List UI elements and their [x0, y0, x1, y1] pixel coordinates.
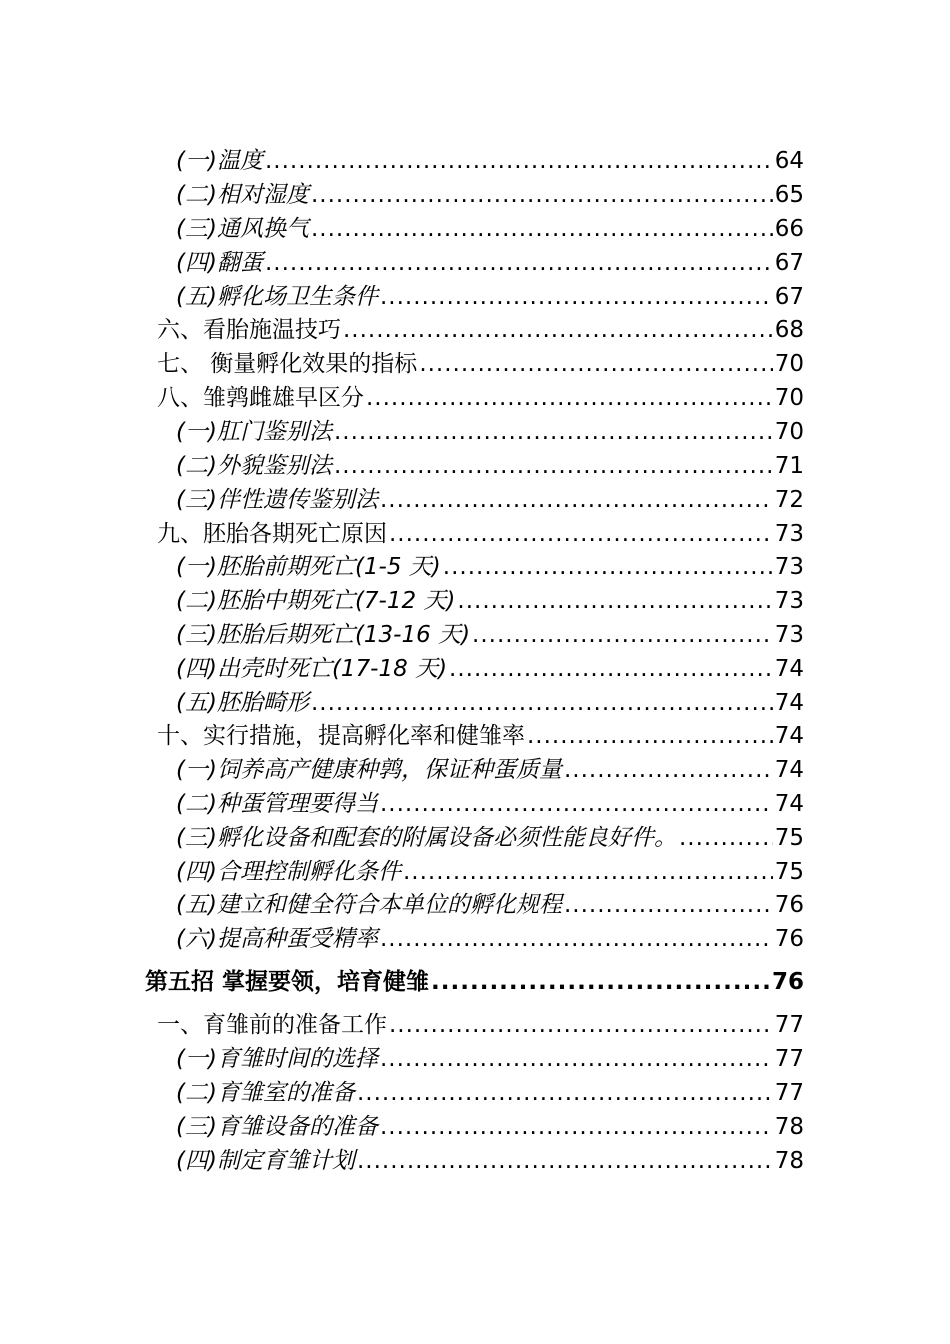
toc-entry-title: (一)温度	[176, 148, 263, 174]
toc-entry	[176, 451, 804, 481]
toc-entry	[157, 383, 804, 413]
toc-leader-dots	[564, 890, 773, 920]
toc-leader-dots	[389, 519, 773, 549]
toc-entry-page: 74	[774, 656, 804, 682]
toc-entry-page: 71	[774, 453, 804, 479]
toc-entry	[176, 1044, 804, 1074]
toc-leader-dots	[334, 451, 773, 481]
toc-entry-title: 一、育雏前的准备工作	[157, 1012, 387, 1038]
toc-entry-page: 70	[774, 419, 804, 445]
toc-entry-title: (四)合理控制孵化条件	[176, 859, 401, 885]
toc-entry-page: 77	[774, 1012, 804, 1038]
toc-entry	[157, 349, 804, 379]
toc-entry-page: 77	[774, 1046, 804, 1072]
toc-entry-page: 67	[774, 250, 804, 276]
toc-entry-page: 75	[774, 859, 804, 885]
toc-leader-dots	[472, 620, 773, 650]
toc-entry-title: 九、胚胎各期死亡原因	[157, 521, 387, 547]
toc-leader-dots	[443, 552, 773, 582]
toc-entry-page: 73	[774, 622, 804, 648]
toc-entry-title: (三)伴性遗传鉴别法	[176, 487, 378, 513]
toc-entry-title: (二)育雏室的准备	[176, 1080, 355, 1106]
toc-entry	[176, 1112, 804, 1142]
toc-leader-dots	[311, 688, 773, 718]
toc-entry-page: 73	[774, 521, 804, 547]
toc-leader-dots	[380, 789, 773, 819]
toc-entry	[176, 890, 804, 920]
toc-entry	[157, 721, 804, 751]
toc-leader-dots	[311, 180, 773, 210]
toc-entry-title: (一)肛门鉴别法	[176, 419, 332, 445]
toc-entry-title: (二)胚胎中期死亡(7-12 天)	[176, 588, 456, 614]
toc-entry-page: 68	[774, 317, 804, 343]
toc-entry	[176, 620, 804, 650]
toc-entry	[176, 180, 804, 210]
toc-leader-dots	[389, 1010, 773, 1040]
toc-entry-title: (五)胚胎畸形	[176, 690, 309, 716]
toc-leader-dots	[527, 721, 773, 751]
toc-chapter-entry	[145, 967, 804, 997]
toc-entry	[176, 214, 804, 244]
toc-entry-title: (四)制定育雏计划	[176, 1148, 355, 1174]
toc-entry-title: (三)孵化设备和配套的附属设备必须性能良好件。	[176, 825, 677, 851]
toc-entry-title: (三)胚胎后期死亡(13-16 天)	[176, 622, 471, 648]
toc-leader-dots	[380, 1112, 773, 1142]
toc-leader-dots	[357, 1146, 773, 1176]
toc-entry-page: 78	[774, 1114, 804, 1140]
toc-entry	[176, 586, 804, 616]
toc-entry-title: 第五招 掌握要领，培育健雏	[145, 969, 430, 995]
toc-entry	[176, 857, 804, 887]
toc-entry-page: 77	[774, 1080, 804, 1106]
toc-leader-dots	[431, 967, 770, 997]
toc-entry-title: (三)育雏设备的准备	[176, 1114, 378, 1140]
toc-entry-title: (二)种蛋管理要得当	[176, 791, 378, 817]
toc-entry	[176, 146, 804, 176]
toc-leader-dots	[265, 248, 773, 278]
toc-entry-title: (二)相对湿度	[176, 182, 309, 208]
toc-entry	[176, 654, 804, 684]
toc-entry	[176, 282, 804, 312]
toc-leader-dots	[343, 315, 773, 345]
toc-entry-page: 64	[774, 148, 804, 174]
toc-entry-page: 74	[774, 791, 804, 817]
toc-entry-title: (一)育雏时间的选择	[176, 1046, 378, 1072]
toc-entry	[176, 1146, 804, 1176]
toc-entry-title: (一)胚胎前期死亡(1-5 天)	[176, 554, 441, 580]
toc-leader-dots	[380, 282, 773, 312]
toc-entry-page: 73	[774, 554, 804, 580]
toc-leader-dots	[334, 417, 773, 447]
toc-entry-page: 65	[774, 182, 804, 208]
toc-entry-title: (五)建立和健全符合本单位的孵化规程	[176, 892, 562, 918]
toc-entry-title: 十、实行措施，提高孵化率和健雏率	[157, 723, 525, 749]
toc-entry-title: (五)孵化场卫生条件	[176, 284, 378, 310]
toc-entry-page: 74	[774, 690, 804, 716]
toc-entry	[176, 924, 804, 954]
toc-leader-dots	[380, 1044, 773, 1074]
toc-leader-dots	[366, 383, 773, 413]
toc-entry-title: 七、 衡量孵化效果的指标	[157, 351, 418, 377]
toc-entry	[176, 823, 804, 853]
toc-leader-dots	[679, 823, 773, 853]
toc-entry	[176, 688, 804, 718]
toc-entry-page: 70	[774, 385, 804, 411]
toc-entry-title: (三)通风换气	[176, 216, 309, 242]
toc-entry-page: 67	[774, 284, 804, 310]
toc-leader-dots	[449, 654, 773, 684]
toc-entry-page: 70	[774, 351, 804, 377]
toc-entry-title: (一)饲养高产健康种鹑，保证种蛋质量	[176, 757, 562, 783]
toc-leader-dots	[403, 857, 773, 887]
toc-entry	[176, 417, 804, 447]
toc-entry	[157, 1010, 804, 1040]
toc-entry	[176, 552, 804, 582]
toc-leader-dots	[419, 349, 772, 379]
toc-leader-dots	[357, 1078, 773, 1108]
toc-leader-dots	[311, 214, 773, 244]
toc-leader-dots	[380, 924, 773, 954]
toc-entry-title: (二)外貌鉴别法	[176, 453, 332, 479]
toc-entry	[176, 755, 804, 785]
toc-entry	[157, 519, 804, 549]
toc-leader-dots	[380, 485, 773, 515]
toc-entry-page: 72	[774, 487, 804, 513]
toc-entry	[176, 485, 804, 515]
toc-entry-page: 74	[774, 723, 804, 749]
toc-entry-page: 76	[774, 892, 804, 918]
toc-entry-page: 78	[774, 1148, 804, 1174]
toc-entry-page: 76	[771, 969, 804, 995]
toc-entry-page: 75	[774, 825, 804, 851]
toc-entry	[176, 248, 804, 278]
toc-entry-page: 76	[774, 926, 804, 952]
toc-entry-title: 六、看胎施温技巧	[157, 317, 341, 343]
toc-entry-page: 73	[774, 588, 804, 614]
toc-leader-dots	[265, 146, 773, 176]
toc-leader-dots	[457, 586, 772, 616]
toc-entry-title: (六)提高种蛋受精率	[176, 926, 378, 952]
toc-entry-title: (四)翻蛋	[176, 250, 263, 276]
toc-leader-dots	[564, 755, 773, 785]
toc-entry	[176, 1078, 804, 1108]
toc-entry-title: 八、雏鹑雌雄早区分	[157, 385, 364, 411]
toc-entry	[176, 789, 804, 819]
toc-entry-page: 74	[774, 757, 804, 783]
toc-entry-page: 66	[774, 216, 804, 242]
toc-entry-title: (四)出壳时死亡(17-18 天)	[176, 656, 448, 682]
toc-entry	[157, 315, 804, 345]
